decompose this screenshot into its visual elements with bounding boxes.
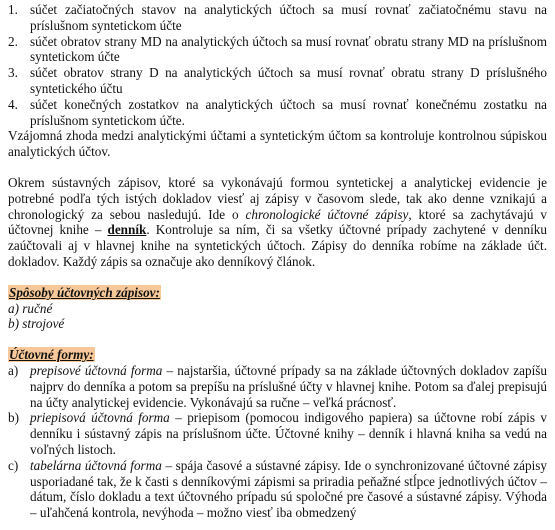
form-letter: a) <box>8 362 19 378</box>
forms-list <box>8 363 547 521</box>
form-item <box>8 458 547 521</box>
rule-item <box>8 65 547 97</box>
rule-number: 1. <box>8 2 18 17</box>
rules-list <box>8 2 547 128</box>
paragraph-italic-term: chronologické účtovné zápisy <box>245 206 409 222</box>
paragraph-text: Okrem sústavných zápisov, ktoré sa vykonávajú formou syntetickej a analytickej evidencie je potrebné podľa tých istých dokladov viesť aj zápisy v časovom slede, tak ako denne vznikajú a chronologický za sebou nasledujú. Ide o <box>8 174 547 222</box>
paragraph-text: . Kontroluje sa ním, či sa všetky účtovné prípady zachytené v denníku zaúčtovali aj v hlavnej knihe na syntetických účtoch. Zápisy do denníka robíme na základe účt. dokladov. Každý zápis sa označuje ako denníkový článok. <box>8 222 547 269</box>
rule-item <box>8 97 547 129</box>
form-term: tabelárna účtovná forma <box>30 457 162 473</box>
methods-heading-line <box>8 285 547 301</box>
method-item: b) strojové <box>8 316 65 332</box>
form-letter: c) <box>8 457 19 473</box>
rule-text: súčet začiatočných stavov na analytických účtoch sa musí rovnať začiatočnému stavu na príslušnom syntetickom účte <box>30 2 547 33</box>
rule-number: 3. <box>8 65 18 81</box>
form-text: – priepisom (pomocou indigového papiera) sa účtovne robí zápis v denníku i sústavný zápis na príslušnom účte. Účtovné knihy – denník i hlavná kniha sa vedú na voľných listoch. <box>30 410 547 457</box>
form-letter: b) <box>8 410 19 426</box>
form-item <box>8 363 547 410</box>
rule-text: súčet obratov strany D na analytických účtoch sa musí rovnať obratu strany D príslušného syntetického účtu <box>30 65 547 96</box>
form-item <box>8 410 547 457</box>
paragraph-text: , ktoré sa zachytávajú v účtovnej knihe – <box>8 206 548 238</box>
summary-text: Vzájomná zhoda medzi analytickými účtami a syntetickým účtom sa kontroluje kontrolnou súpiskou analytických účtov. <box>8 128 547 160</box>
rule-text: súčet obratov strany MD na analytických účtoch sa musí rovnať obratu strany MD na príslušnom syntetickom účte <box>30 33 547 65</box>
forms-heading: Účtovné formy: <box>9 347 94 363</box>
form-term: priepisová účtovná forma <box>30 410 170 426</box>
method-item: a) ručné <box>8 300 53 316</box>
paragraph-bold-term: denník <box>107 222 147 238</box>
rule-number: 4. <box>8 96 18 112</box>
rule-item <box>8 2 547 34</box>
rule-text: súčet konečných zostatkov na analytických účtoch sa musí rovnať konečnému zostatku na príslušnom syntetickom účte. <box>30 96 547 128</box>
rule-number: 2. <box>8 33 18 49</box>
form-text: – najstaršia, účtovné prípady sa na základe účtovných dokladov zapíšu najprv do denníka a potom sa prepíšu na príslušné účty v hlavnej knihe. Potom sa ďalej prepisujú na účty analytickej evidencie. Vykonávajú sa ručne – veľká prácnosť. <box>30 362 547 410</box>
form-text: – spája časové a sústavné zápisy. Ide o synchronizované účtovné zápisy usporiadané tak, že k časti s denníkovými zápismi sa priradia peňažné stĺpce jednotlivých účtov – dátum, číslo dokladu a text účtovného prípadu sú spoločné pre časové a sústavné zápisy. Výhoda – uľahčená kontrola, nevýhoda – možno viesť iba obmedzený <box>30 457 547 521</box>
forms-heading-line <box>8 347 547 363</box>
rule-item <box>8 34 547 66</box>
journal-paragraph <box>8 175 547 270</box>
form-term: prepisové účtovná forma <box>30 362 163 378</box>
methods-heading: Spôsoby účtovných zápisov: <box>9 284 160 300</box>
methods-list <box>8 301 547 333</box>
